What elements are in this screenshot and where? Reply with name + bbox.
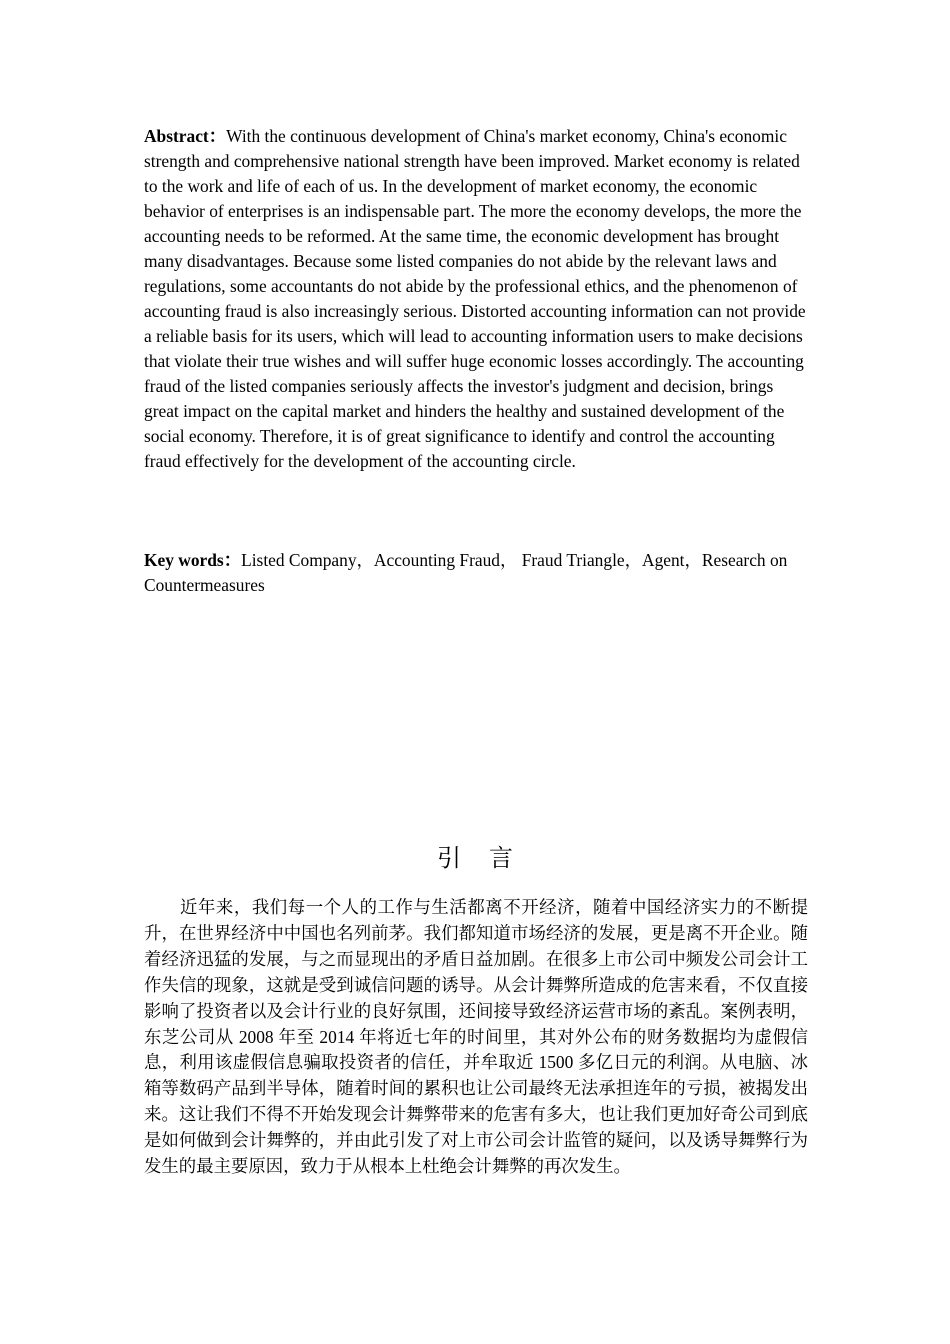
abstract-text: With the continuous development of China's market economy, China's economic strength and comprehensive national strength have been improved. Market economy is related to the work and life of each of us. In the development of market economy, the economic behavior of enterprises is an indispensable part. The more the economy develops, the more the accounting needs to be reformed. At the same time, the economic development has brought many disadvantages. Because some listed companies do not abide by the relevant laws and regulations, some accountants do not abide by the professional ethics, and the phenomenon of accounting fraud is also increasingly serious. Distorted accounting information can not provide a reliable basis for its users, which will lead to accounting information users to make decisions that violate their true wishes and will suffer huge economic losses accordingly. The accounting fraud of the listed companies seriously affects the investor's judgment and decision, brings great impact on the capital market and hinders the healthy and sustained development of the social economy. Therefore, it is of great significance to identify and control the accounting fraud effectively for the development of the accounting circle. — [144, 126, 806, 471]
introduction-paragraph: 近年来，我们每一个人的工作与生活都离不开经济，随着中国经济实力的不断提升，在世界经济中中国也名列前茅。我们都知道市场经济的发展，更是离不开企业。随着经济迅猛的发展，与之而显现出的矛盾日益加剧。在很多上市公司中频发公司会计工作失信的现象，这就是受到诚信问题的诱导。从会计舞弊所造成的危害来看，不仅直接影响了投资者以及会计行业的良好氛围，还间接导致经济运营市场的紊乱。案例表明，东芝公司从 2008 年至 2014 年将近七年的时间里，其对外公布的财务数据均为虚假信息，利用该虚假信息骗取投资者的信任，并牟取近 1500 多亿日元的利润。从电脑、冰箱等数码产品到半导体，随着时间的累积也让公司最终无法承担连年的亏损，被揭发出来。这让我们不得不开始发现会计舞弊带来的危害有多大，也让我们更加好奇公司到底是如何做到会计舞弊的，并由此引发了对上市公司会计监管的疑问，以及诱导舞弊行为发生的最主要原因，致力于从根本上杜绝会计舞弊的再次发生。 — [144, 897, 808, 1177]
abstract-paragraph — [144, 124, 808, 474]
keywords-paragraph — [144, 548, 810, 598]
keywords-text: Listed Company，Accounting Fraud， Fraud Triangle，Agent，Research on Countermeasures — [144, 550, 788, 595]
abstract-label: Abstract： — [144, 126, 227, 146]
introduction-heading: 引言 — [437, 846, 541, 872]
keywords-label: Key words： — [144, 550, 242, 570]
